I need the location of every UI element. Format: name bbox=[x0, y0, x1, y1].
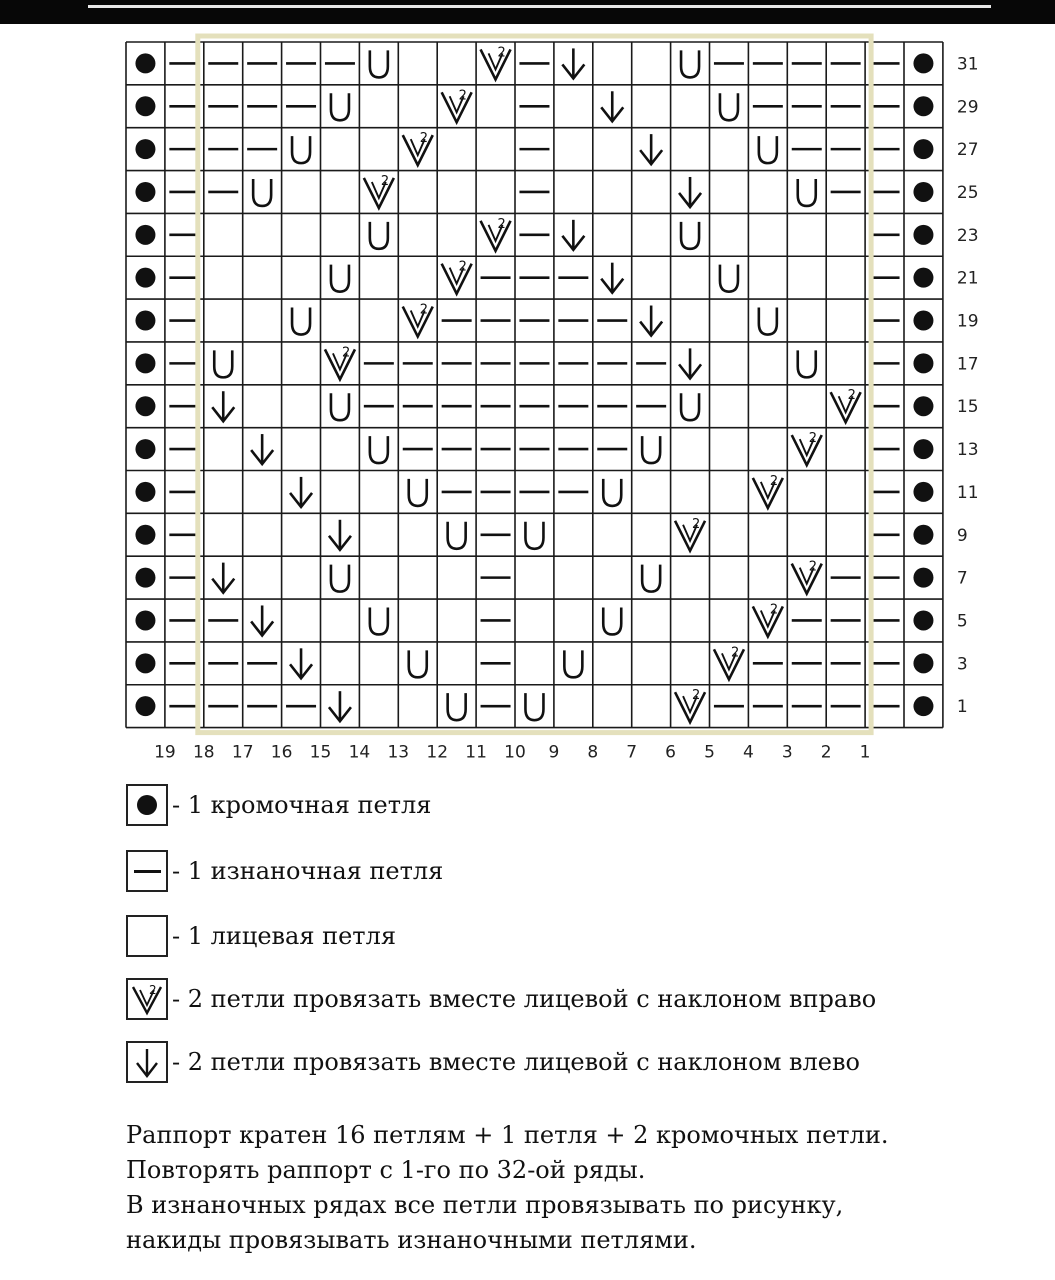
edge-stitch-mark bbox=[913, 96, 933, 116]
row-number: 27 bbox=[956, 140, 979, 161]
edge-stitch-mark bbox=[135, 182, 155, 202]
stitch-number: 15 bbox=[309, 742, 332, 763]
legend-item-knit bbox=[126, 913, 396, 959]
edge-stitch-mark bbox=[913, 653, 933, 673]
svg-text:2: 2 bbox=[380, 173, 390, 189]
edge-stitch-mark bbox=[135, 610, 155, 630]
edge-stitch-mark bbox=[135, 482, 155, 502]
edge-stitch-mark bbox=[913, 353, 933, 373]
stitch-number: 17 bbox=[231, 742, 254, 763]
stitch-number: 1 bbox=[859, 742, 871, 763]
row-number: 29 bbox=[956, 97, 979, 118]
row-number: 3 bbox=[956, 654, 968, 675]
edge-stitch-mark bbox=[135, 268, 155, 288]
stitch-number: 14 bbox=[348, 742, 371, 763]
legend-label: - 2 петли провязать вместе лицевой с наклоном влево bbox=[172, 1048, 860, 1076]
edge-stitch-mark bbox=[913, 53, 933, 73]
stitch-number: 9 bbox=[548, 742, 560, 763]
edge-stitch-mark bbox=[135, 353, 155, 373]
svg-text:2: 2 bbox=[692, 516, 701, 532]
row-number: 23 bbox=[956, 225, 979, 246]
stitch-number: 11 bbox=[465, 742, 487, 763]
edge-stitch-mark bbox=[913, 568, 933, 588]
svg-text:2: 2 bbox=[341, 345, 351, 361]
stitch-number: 13 bbox=[387, 742, 410, 763]
edge-stitch-mark bbox=[135, 568, 155, 588]
empty-square-icon bbox=[126, 915, 168, 957]
note-line: накиды провязывать изнаночными петлями. bbox=[126, 1226, 697, 1254]
row-number: 19 bbox=[956, 311, 979, 332]
edge-stitch-mark bbox=[913, 396, 933, 416]
stitch-number: 3 bbox=[781, 742, 793, 763]
row-number: 25 bbox=[956, 182, 979, 203]
stitch-number: 19 bbox=[154, 742, 176, 763]
row-number: 13 bbox=[956, 440, 979, 461]
svg-text:2: 2 bbox=[769, 602, 779, 618]
svg-text:2: 2 bbox=[458, 259, 467, 275]
legend-label: - 1 лицевая петля bbox=[172, 922, 396, 950]
edge-stitch-mark bbox=[913, 696, 933, 716]
stitch-number: 4 bbox=[742, 742, 754, 763]
note-line: Повторять раппорт с 1-го по 32-ой ряды. bbox=[126, 1156, 646, 1184]
edge-stitch-mark bbox=[913, 225, 933, 245]
edge-stitch-mark bbox=[135, 396, 155, 416]
legend-label: - 2 петли провязать вместе лицевой с наклоном вправо bbox=[172, 985, 877, 1013]
edge-stitch-mark bbox=[913, 268, 933, 288]
edge-stitch-mark bbox=[135, 139, 155, 159]
edge-stitch-mark bbox=[913, 139, 933, 159]
svg-text:2: 2 bbox=[458, 88, 467, 104]
svg-text:2: 2 bbox=[847, 388, 856, 404]
edge-stitch-mark bbox=[913, 311, 933, 331]
note-line: Раппорт кратен 16 петлям + 1 петля + 2 кромочных петли. bbox=[126, 1121, 889, 1149]
stitch-number: 2 bbox=[820, 742, 832, 763]
svg-text:2: 2 bbox=[769, 473, 779, 489]
svg-text:2: 2 bbox=[419, 302, 429, 318]
edge-stitch-mark bbox=[135, 439, 155, 459]
legend-label: - 1 кромочная петля bbox=[172, 791, 432, 819]
row-number: 5 bbox=[956, 611, 968, 632]
row-number: 9 bbox=[956, 525, 968, 546]
svg-text:2: 2 bbox=[730, 645, 740, 661]
svg-text:2: 2 bbox=[692, 688, 701, 704]
svg-text:2: 2 bbox=[149, 983, 157, 997]
legend-item-edge-stitch bbox=[126, 782, 431, 828]
edge-stitch-mark bbox=[913, 182, 933, 202]
pattern-notes bbox=[126, 1118, 1036, 1258]
stitch-number: 12 bbox=[426, 742, 449, 763]
edge-stitch-mark bbox=[913, 525, 933, 545]
edge-stitch-mark bbox=[913, 439, 933, 459]
v-with-2-icon bbox=[126, 978, 168, 1020]
svg-text:2: 2 bbox=[808, 431, 818, 447]
legend-item-k2tog-right bbox=[126, 976, 876, 1022]
edge-stitch-mark bbox=[135, 696, 155, 716]
stitch-number: 6 bbox=[665, 742, 677, 763]
svg-text:2: 2 bbox=[419, 131, 429, 147]
edge-stitch-mark bbox=[135, 653, 155, 673]
legend-label: - 1 изнаночная петля bbox=[172, 857, 444, 885]
edge-stitch-mark bbox=[135, 53, 155, 73]
edge-stitch-mark bbox=[135, 96, 155, 116]
edge-stitch-mark bbox=[135, 311, 155, 331]
row-number: 15 bbox=[956, 397, 979, 418]
legend-item-k2tog-left bbox=[126, 1039, 860, 1085]
stitch-number: 16 bbox=[270, 742, 293, 763]
stitch-number: 8 bbox=[587, 742, 599, 763]
row-number: 1 bbox=[956, 697, 968, 718]
edge-stitch-mark bbox=[913, 482, 933, 502]
legend-item-purl bbox=[126, 848, 443, 894]
row-number: 31 bbox=[956, 54, 979, 75]
down-arrow-icon bbox=[126, 1041, 168, 1083]
edge-stitch-mark bbox=[135, 525, 155, 545]
stitch-number: 5 bbox=[704, 742, 715, 763]
dash-icon bbox=[126, 850, 168, 892]
stitch-number: 7 bbox=[626, 742, 638, 763]
svg-text:2: 2 bbox=[808, 559, 818, 575]
note-line: В изнаночных рядах все петли провязывать по рисунку, bbox=[126, 1191, 844, 1219]
edge-stitch-mark bbox=[913, 610, 933, 630]
row-number: 7 bbox=[956, 568, 968, 589]
svg-text:2: 2 bbox=[497, 216, 506, 232]
row-number: 21 bbox=[956, 268, 979, 289]
stitch-number: 10 bbox=[504, 742, 526, 763]
edge-stitch-mark bbox=[135, 225, 155, 245]
stitch-number: 18 bbox=[192, 742, 215, 763]
row-number: 17 bbox=[956, 354, 979, 375]
row-number: 11 bbox=[956, 482, 979, 503]
svg-text:2: 2 bbox=[497, 45, 506, 61]
filled-dot-icon bbox=[126, 784, 168, 826]
